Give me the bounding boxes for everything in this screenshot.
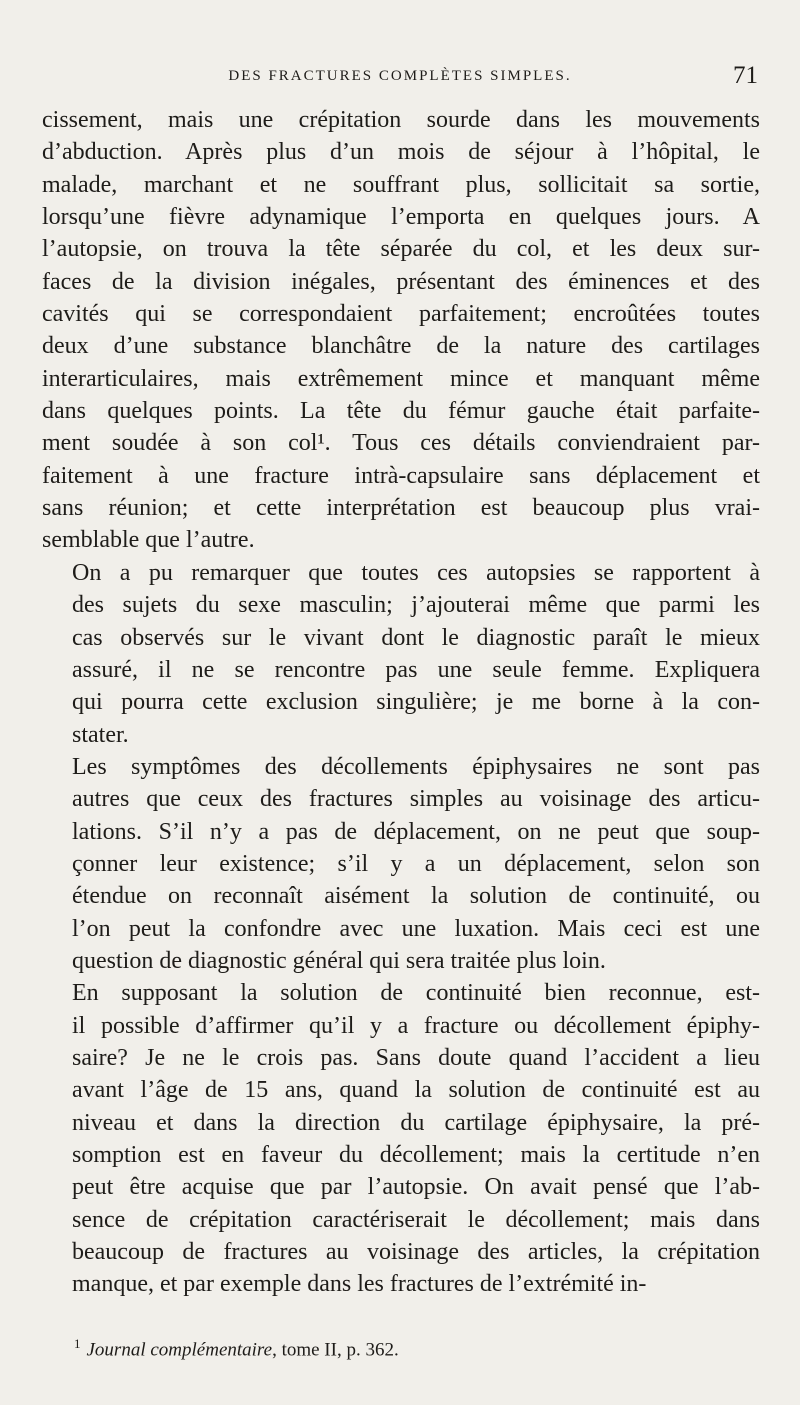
text-line: interarticulaires, mais extrêmement mince et manquant même [42, 365, 760, 392]
running-head [42, 62, 758, 96]
text-line: lorsqu’une fièvre adynamique l’emporta en quelques jours. A [42, 204, 760, 231]
footnote [74, 1336, 758, 1361]
text-line: cissement, mais une crépitation sourde dans les mouvements [42, 107, 760, 133]
paragraph [42, 104, 760, 557]
text-line: sence de crépitation caractériserait le décollement; mais dans [72, 1206, 760, 1233]
text-line: beaucoup de fractures au voisinage des articles, la crépitation [72, 1239, 760, 1266]
page-number: 71 [733, 62, 758, 89]
running-head-title: DES FRACTURES COMPLÈTES SIMPLES. [228, 68, 572, 84]
text-line: somption est en faveur du décollement; mais la certitude n’en [72, 1142, 760, 1168]
text-line: En supposant la solution de continuité bien reconnue, est- [72, 980, 760, 1007]
text-line: assuré, il ne se rencontre pas une seule femme. Expliquera [72, 656, 760, 683]
text-line: ment soudée à son col¹. Tous ces détails conviendraient par- [42, 430, 760, 457]
text-line: On a pu remarquer que toutes ces autopsies se rapportent à [72, 559, 760, 586]
footnote-reference: , tome II, p. 362. [272, 1339, 399, 1361]
text-line: il possible d’affirmer qu’il y a fracture ou décollement épiphy- [72, 1012, 760, 1039]
text-line: Les symptômes des décollements épiphysaires ne sont pas [72, 753, 760, 780]
text-line: question de diagnostic général qui sera traitée plus loin. [72, 947, 606, 974]
text-line: cas observés sur le vivant dont le diagnostic paraît le mieux [72, 624, 760, 651]
text-line: l’on peut la confondre avec une luxation. Mais ceci est une [72, 915, 760, 942]
text-line: l’autopsie, on trouva la tête séparée du col, et les deux sur- [42, 236, 760, 263]
text-line: stater. [72, 721, 129, 748]
text-line: faces de la division inégales, présentant des éminences et des [42, 268, 760, 295]
text-line: sans réunion; et cette interprétation est beaucoup plus vrai- [42, 495, 760, 522]
paragraph [42, 751, 760, 977]
text-line: d’abduction. Après plus d’un mois de séjour à l’hôpital, le [42, 139, 760, 166]
text-line: qui pourra cette exclusion singulière; je me borne à la con- [72, 689, 760, 716]
text-line: deux d’une substance blanchâtre de la nature des cartilages [42, 333, 760, 360]
footnote-mark: 1 [74, 1336, 81, 1351]
text-line: malade, marchant et ne souffrant plus, sollicitait sa sortie, [42, 171, 760, 198]
text-line: dans quelques points. La tête du fémur gauche était parfaite- [42, 398, 760, 425]
text-line: des sujets du sexe masculin; j’ajouterai même que parmi les [72, 592, 760, 619]
text-line: niveau et dans la direction du cartilage épiphysaire, la pré- [72, 1109, 760, 1136]
text-line: faitement à une fracture intrà-capsulaire sans déplacement et [42, 462, 760, 489]
text-line: cavités qui se correspondaient parfaitement; encroûtées toutes [42, 301, 760, 328]
text-line: autres que ceux des fractures simples au voisinage des articu- [72, 786, 760, 813]
text-line: çonner leur existence; s’il y a un déplacement, selon son [72, 850, 760, 877]
text-line: manque, et par exemple dans les fractures de l’extrémité in- [72, 1271, 647, 1298]
text-line: étendue on reconnaît aisément la solution de continuité, ou [72, 883, 760, 910]
text-line: lations. S’il n’y a pas de déplacement, on ne peut que soup- [72, 818, 760, 845]
text-line: avant l’âge de 15 ans, quand la solution de continuité est au [72, 1077, 760, 1104]
text-line: semblable que l’autre. [42, 527, 255, 554]
text-line: saire? Je ne le crois pas. Sans doute quand l’accident a lieu [72, 1044, 760, 1071]
paragraph [42, 557, 760, 751]
body-text [42, 104, 760, 1301]
footnote-source-title: Journal complémentaire [86, 1339, 273, 1361]
text-line: peut être acquise que par l’autopsie. On avait pensé que l’ab- [72, 1174, 760, 1201]
paragraph [42, 977, 760, 1300]
